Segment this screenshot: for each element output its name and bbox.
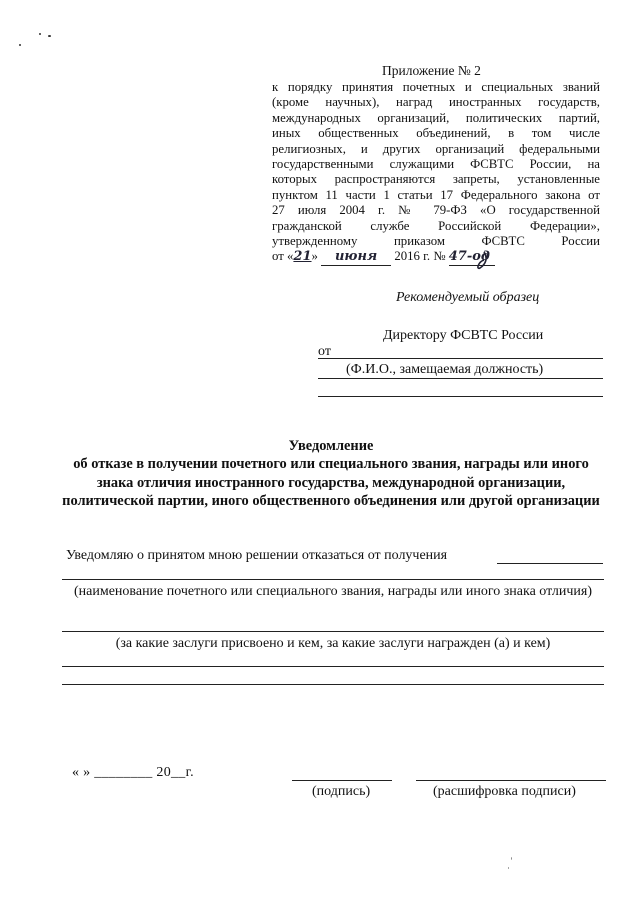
merits-hint: (за какие заслуги присвоено и кем, за какие заслуги награжден (а) и кем) [115,636,551,651]
declaration-text: Уведомляю о принятом мною решении отказаться от получения [66,548,448,563]
handwriting-flourish [470,250,500,272]
appendix-line: (кроме научных), наград иностранных государств, [272,95,600,110]
signature-decode-line [416,780,606,781]
fio-hint: (Ф.И.О., замещаемая должность) [346,362,544,377]
fio-underline [318,378,603,379]
handwritten-month: июня [321,249,391,265]
signature-hint: (подпись) [312,784,371,799]
from-line [318,358,603,359]
date-field: « » ________ 20__г. [72,765,194,780]
date-mid: » [311,249,318,264]
handwritten-order-number: 47-од [449,249,495,265]
merits-line [62,631,604,632]
scan-speck [48,35,51,37]
declaration-fill-line [497,563,603,564]
from-label: от [318,344,331,359]
signature-decode-hint: (расшифровка подписи) [433,784,576,799]
appendix-line: государственными служащими ФСВТС России, на [272,157,600,172]
handwritten-day: 21 [293,249,312,265]
scan-speck [39,33,41,35]
appendix-line: международных организаций, политических партий, [272,110,600,125]
appendix-line: которых распространяются запреты, установленные [272,172,600,187]
scan-speck [508,867,509,869]
appendix-title: Приложение № 2 [382,63,481,78]
appendix-line: утвержденному приказом ФСВТС России [272,234,600,249]
date-prefix: от « [272,249,294,264]
award-name-hint: (наименование почетного или специального звания, награды или иного знака отличия) [74,584,592,599]
addressee: Директору ФСВТС России [383,328,544,343]
scan-speck [511,857,512,860]
recommended-sample-label: Рекомендуемый образец [396,290,540,305]
document-title: Уведомление [288,438,374,454]
appendix-line: иных общественных объединений, в том числе [272,126,600,141]
appendix-date-line [272,249,600,265]
award-name-line [62,579,604,580]
document-subtitle: об отказе в получении почетного или специального звания, награды или иного знака отличия иностранного государства, международной организации, политической партии, иного общественного объединения или другой организации [62,456,600,510]
appendix-line: гражданской службе Российской Федерации», [272,218,600,233]
date-year: 2016 г. № [394,249,446,264]
appendix-line: к порядку принятия почетных и специальных званий [272,80,600,94]
blank-line [62,684,604,685]
scan-speck [19,44,21,46]
blank-line [62,666,604,667]
signature-line [292,780,392,781]
appendix-text [272,80,600,266]
appendix-line: религиозных, и других организаций федеральными [272,141,600,156]
appendix-line: 27 июля 2004 г. № 79-ФЗ «О государственной [272,203,600,218]
addressee-extra-line [318,396,603,397]
appendix-line: пунктом 11 части 1 статьи 17 Федерального закона от [272,187,600,202]
document-title-block [60,437,602,511]
